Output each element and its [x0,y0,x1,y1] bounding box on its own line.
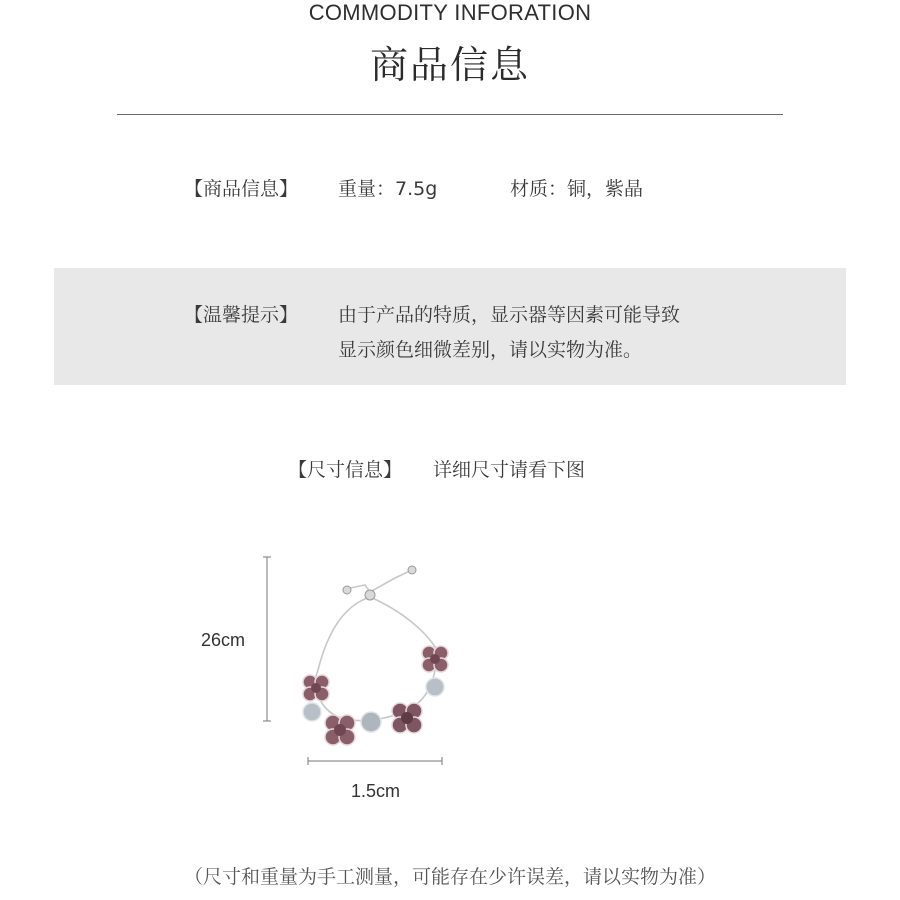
width-dimension-label: 1.5cm [351,781,401,801]
chinese-title: 商品信息 [369,43,530,87]
clover-charm-icon [325,715,355,745]
clover-charm-icon [392,703,422,733]
width-dimension-line [308,757,442,765]
size-label: 【尺寸信息】 [288,459,403,481]
tip-label: 【温馨提示】 [184,304,299,326]
info-label: 【商品信息】 [184,178,299,200]
crystal-bead-icon [426,678,444,696]
clover-charm-icon [303,675,329,701]
weight-value: 重量：7.5g [338,178,438,200]
height-dimension-label: 26cm [201,630,246,650]
end-bead-icon [343,586,351,594]
bracelet-illustration [250,540,480,780]
tip-line-2: 显示颜色细微差别，请以实物为准。 [338,339,643,361]
crystal-bead-icon [361,712,381,732]
footer-note: （尺寸和重量为手工测量，可能存在少许误差，请以实物为准） [183,866,716,888]
height-dimension-line [263,557,271,721]
end-bead-icon [408,566,416,574]
tip-line-1: 由于产品的特质，显示器等因素可能导致 [338,304,681,326]
size-text: 详细尺寸请看下图 [433,459,586,481]
english-title: COMMODITY INFORATION [308,0,592,25]
clover-charm-icon [422,646,448,672]
crystal-bead-icon [303,703,321,721]
slider-bead-icon [365,590,375,600]
material-value: 材质：铜，紫晶 [510,178,644,200]
title-divider [117,114,783,115]
